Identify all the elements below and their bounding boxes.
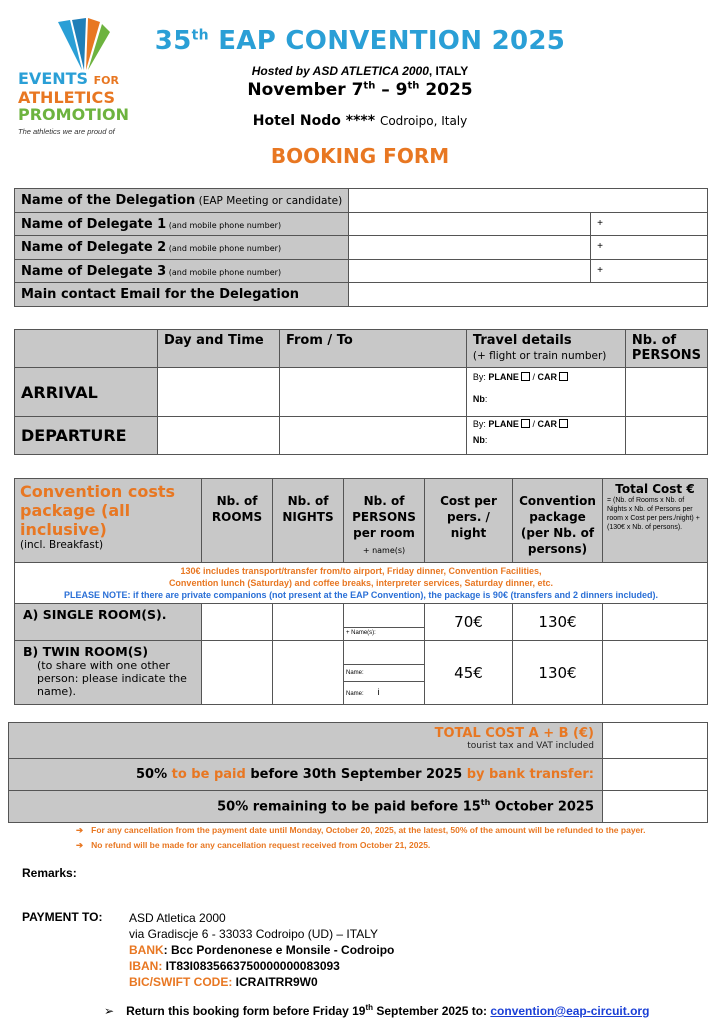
- delegate-1-name-field[interactable]: [349, 212, 591, 236]
- arrival-plane-checkbox[interactable]: [521, 372, 530, 381]
- cancellation-note: ➔ For any cancellation from the payment date until Monday, October 20, 2025, at the latest, 50% of the amount will be refunded to the payer.: [76, 823, 645, 838]
- convention-dates: November 7th – 9th 2025: [247, 80, 473, 100]
- rooms-header: Nb. of ROOMS: [202, 479, 273, 563]
- delegation-table: [14, 188, 708, 307]
- delegate-3-phone-field[interactable]: +: [591, 259, 708, 283]
- arrival-from-to-field[interactable]: [279, 368, 466, 417]
- return-instructions: ➢ Return this booking form before Friday 19th September 2025 to: convention@eap-circuit.org: [104, 1003, 649, 1018]
- first-payment-label: 50% to be paid before 30th September 2025 by bank transfer:: [9, 759, 603, 791]
- payee-name: ASD Atletica 2000: [129, 911, 226, 925]
- arrival-label: ARRIVAL: [15, 368, 158, 417]
- persons-per-room-header: Nb. of PERSONS per room + name(s): [344, 479, 425, 563]
- day-time-header: Day and Time: [157, 330, 279, 368]
- single-package-price: 130€: [513, 604, 603, 641]
- convention-costs-table: [14, 478, 708, 705]
- booking-form-title: BOOKING FORM: [270, 144, 450, 168]
- single-names-field[interactable]: + Name(s):: [346, 630, 376, 636]
- persons-header: Nb. of PERSONS: [625, 330, 707, 368]
- twin-room-label: B) TWIN ROOM(S) (to share with one other person: please indicate the name).: [15, 641, 202, 705]
- travel-details-header: Travel details (+ flight or train number): [466, 330, 625, 368]
- payment-to-label: PAYMENT TO:: [22, 910, 103, 924]
- cost-per-night-header: Cost per pers. / night: [425, 479, 513, 563]
- cancellation-notes: [76, 823, 645, 853]
- convention-title: 35th EAP CONVENTION 2025: [154, 26, 566, 56]
- delegate-1-label: Name of Delegate 1 (and mobile phone number): [15, 212, 349, 236]
- cancellation-note: ➔ No refund will be made for any cancellation request received from October 21, 2025.: [76, 838, 645, 853]
- contact-email-label: Main contact Email for the Delegation: [15, 283, 349, 307]
- departure-car-checkbox[interactable]: [559, 419, 568, 428]
- arrival-car-checkbox[interactable]: [559, 372, 568, 381]
- arrival-day-time-field[interactable]: [157, 368, 279, 417]
- delegate-2-label: Name of Delegate 2 (and mobile phone number): [15, 236, 349, 260]
- arrival-persons-field[interactable]: [625, 368, 707, 417]
- bank-name: BANK: Bcc Pordenonese e Monsile - Codroipo: [129, 943, 395, 957]
- arrival-travel-details: By: PLANE / CAR Nb:: [466, 368, 625, 417]
- from-to-header: From / To: [279, 330, 466, 368]
- twin-rooms-field[interactable]: [202, 641, 273, 705]
- hotel-line: Hotel Nodo **** Codroipo, Italy: [252, 113, 468, 129]
- contact-email-field[interactable]: [349, 283, 708, 307]
- twin-package-price: 130€: [513, 641, 603, 705]
- delegate-2-phone-field[interactable]: +: [591, 236, 708, 260]
- departure-label: DEPARTURE: [15, 417, 158, 455]
- total-cost-header: Total Cost € = (Nb. of Rooms x Nb. of Nights x Nb. of Persons per room x Cost per pers./night) + (130€ x Nb. of persons).: [603, 479, 708, 563]
- bic-swift: BIC/SWIFT CODE: ICRAITRR9W0: [129, 975, 318, 989]
- twin-cost-per-night: 45€: [425, 641, 513, 705]
- delegate-2-name-field[interactable]: [349, 236, 591, 260]
- departure-from-to-field[interactable]: [279, 417, 466, 455]
- single-cost-per-night: 70€: [425, 604, 513, 641]
- contact-email-link[interactable]: convention@eap-circuit.org: [490, 1004, 650, 1018]
- payee-address: via Gradiscje 6 - 33033 Codroipo (UD) – ITALY: [129, 927, 378, 941]
- logo-tagline: The athletics we are proud of: [18, 127, 115, 136]
- twin-name-1-field[interactable]: Name:: [344, 665, 424, 682]
- delegate-3-name-field[interactable]: [349, 259, 591, 283]
- twin-name-2-field[interactable]: Name: i: [346, 687, 380, 697]
- total-cost-field[interactable]: [603, 723, 708, 759]
- delegate-1-phone-field[interactable]: +: [591, 212, 708, 236]
- remarks-label: Remarks:: [22, 866, 77, 880]
- single-rooms-field[interactable]: [202, 604, 273, 641]
- convention-package-header: Convention package (per Nb. of persons): [513, 479, 603, 563]
- nights-header: Nb. of NIGHTS: [273, 479, 344, 563]
- host-line: Hosted by ASD ATLETICA 2000, ITALY: [251, 64, 469, 78]
- iban: IBAN: IT83I0835663750000000083093: [129, 959, 340, 973]
- twin-total-field[interactable]: [603, 641, 708, 705]
- delegation-name-field[interactable]: [349, 189, 708, 213]
- second-payment-label: 50% remaining to be paid before 15th October 2025: [9, 791, 603, 823]
- single-room-label: A) SINGLE ROOM(S).: [15, 604, 202, 641]
- package-title-cell: Convention costs package (all inclusive) (incl. Breakfast): [15, 479, 202, 563]
- departure-day-time-field[interactable]: [157, 417, 279, 455]
- departure-persons-field[interactable]: [625, 417, 707, 455]
- second-payment-field[interactable]: [603, 791, 708, 823]
- total-cost-label: TOTAL COST A + B (€) tourist tax and VAT included: [9, 723, 603, 759]
- logo-wordmark: EVENTS FOR ATHLETICS PROMOTION: [18, 69, 130, 124]
- delegation-name-label: Name of the Delegation (EAP Meeting or candidate): [15, 189, 349, 213]
- package-inclusions-note: 130€ includes transport/transfer from/to airport, Friday dinner, Convention Facilities, Convention lunch (Saturday) and coffee breaks, interpreter services, Saturday dinner, etc. PLEASE NOTE: if there are private companions (not present at the EAP Convention), the package is 90€ (transfers and 2 dinners included).: [15, 563, 708, 604]
- travel-table: [14, 329, 708, 455]
- single-nights-field[interactable]: [273, 604, 344, 641]
- departure-plane-checkbox[interactable]: [521, 419, 530, 428]
- eap-logo: [16, 18, 146, 140]
- payment-totals-table: [8, 722, 708, 823]
- delegate-3-label: Name of Delegate 3 (and mobile phone number): [15, 259, 349, 283]
- departure-travel-details: By: PLANE / CAR Nb:: [466, 417, 625, 455]
- single-total-field[interactable]: [603, 604, 708, 641]
- twin-nights-field[interactable]: [273, 641, 344, 705]
- logo-sail-icon: [52, 18, 112, 74]
- bank-details: [129, 910, 394, 990]
- first-payment-field[interactable]: [603, 759, 708, 791]
